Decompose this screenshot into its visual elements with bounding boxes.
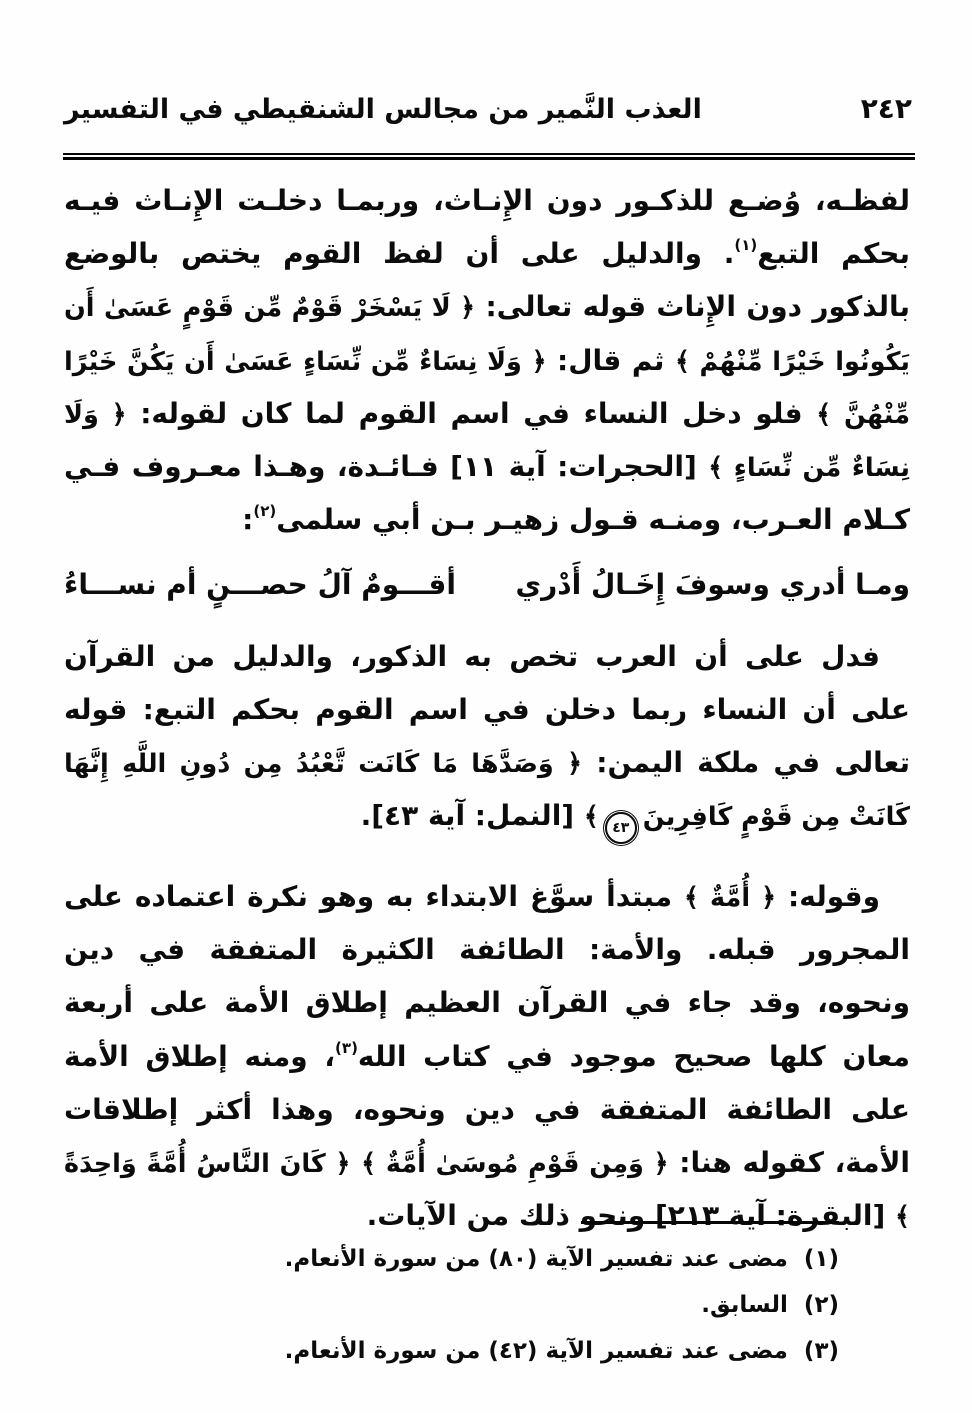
body-text: فـائـدة، وهـذا معـروف فـي كـلام العـرب، ومنـه قـول زهيـر بـن أبي سلمى <box>64 449 910 537</box>
body-text: فلو دخل النساء في اسم القوم لما كان لقوله: <box>126 396 803 430</box>
paragraph-3 <box>64 870 910 1242</box>
quran-quote: ﴿ وَلَا نِسَاءٌ مِّن نِّسَاءٍ ﴾ <box>64 399 910 483</box>
paragraph-1 <box>64 174 910 546</box>
page-number: ٢٤٢ <box>860 92 912 125</box>
body-text: ونحو ذلك من الآيات. <box>366 1199 655 1233</box>
hemistich-right: ومـا أدري وسوفَ إِخَـالُ أَدْري <box>515 568 910 602</box>
hemistich-left: أقـــومٌ آلُ حصـــنٍ أم نســـاءُ <box>64 568 456 602</box>
footnote-separator <box>581 1221 839 1224</box>
body-text: وقوله: <box>776 880 881 914</box>
body-text: فدل على أن العرب تخص به الذكور، والدليل من القرآن على أن النساء ربما دخلن في اسم القوم بحكم التبع: قوله تعالى في ملكة اليمن: <box>64 639 910 779</box>
quran-quote: ﴿ وَصَدَّهَا مَا كَانَت تَّعْبُدُ مِن دُونِ اللَّهِ إِنَّهَا كَانَتْ مِن قَوْمٍ كَافِرِينَ <box>64 748 910 833</box>
body-text: ، ومنه إطلاق الأمة على الطائفة المتفقة في دين ونحوه، وهذا أكثر إطلاقات الأمة، كقوله هنا: <box>64 1039 911 1179</box>
footnote-item <box>64 1282 839 1328</box>
body-text: لفظـه، وُضـع للذكـور دون الإِنـاث، وربمـا دخلـت الإِنـاث فيـه بحكم التبع <box>64 184 910 271</box>
footnote-marker: (٣) <box>803 1338 839 1364</box>
footnote-text: مضى عند تفسير الآية (٤٢) من سورة الأنعام. <box>284 1338 788 1364</box>
footnotes-section <box>64 1236 839 1374</box>
body-text: ثم قال: <box>546 343 665 377</box>
ayah-reference: [الحجرات: آية ١١] <box>450 449 697 483</box>
book-title: العذب النَّمير من مجالس الشنقيطي في التفسير <box>64 94 702 125</box>
footnote-ref-1: (١) <box>734 236 758 255</box>
footnote-item <box>64 1236 839 1282</box>
footnote-ref-3: (٣) <box>335 1038 358 1057</box>
paragraph-2 <box>64 630 910 845</box>
header-rule <box>63 153 915 160</box>
ayah-reference: [النمل: آية ٤٣]. <box>360 799 575 833</box>
footnote-ref-2: (٢) <box>253 502 277 521</box>
quran-quote: ﴿ كَانَ النَّاسُ أُمَّةً وَاحِدَةً ﴾ <box>64 1149 910 1233</box>
footnote-text: مضى عند تفسير الآية (٨٠) من سورة الأنعام. <box>284 1246 788 1272</box>
poetry-line <box>64 558 910 611</box>
footnote-text: السابق. <box>701 1292 788 1318</box>
footnote-marker: (٢) <box>803 1292 839 1318</box>
quran-quote-close: ﴾ <box>583 802 599 833</box>
quran-quote: ﴿ وَمِن قَوْمِ مُوسَىٰ أُمَّةٌ ﴾ <box>361 1149 669 1179</box>
body-text: مبتدأ سوَّغ الابتداء به وهو نكرة اعتماده على المجرور قبله. والأمة: الطائفة الكثيرة المتفقة في دين ونحوه، وقد جاء في القرآن العظيم إطلاق الأمة على أربعة معان كلها صحيح موجود في كتاب الله <box>64 880 911 1073</box>
page-header <box>64 92 912 125</box>
body-text: . والدليل على أن لفظ القوم يختص بالوضع بالذكور دون الإِناث قوله تعالى: <box>64 237 910 324</box>
ayah-reference: [البقرة: آية ٢١٣] <box>654 1199 886 1233</box>
quran-quote: ﴿ أُمَّةٌ ﴾ <box>684 883 777 914</box>
page-content <box>64 174 910 1242</box>
ayah-number-ornament: ٤٣ <box>605 812 637 844</box>
footnote-marker: (١) <box>803 1246 839 1272</box>
body-text: : <box>242 503 254 537</box>
quran-quote: ﴿ وَلَا نِسَاءٌ مِّن نِّسَاءٍ عَسَىٰ أَن يَكُنَّ خَيْرًا مِّنْهُنَّ ﴾ <box>64 346 910 430</box>
quran-quote: ﴿ لَا يَسْخَرْ قَوْمٌ مِّن قَوْمٍ عَسَىٰ أَن يَكُونُوا خَيْرًا مِّنْهُمْ ﴾ <box>64 293 911 377</box>
footnote-item <box>64 1328 839 1374</box>
